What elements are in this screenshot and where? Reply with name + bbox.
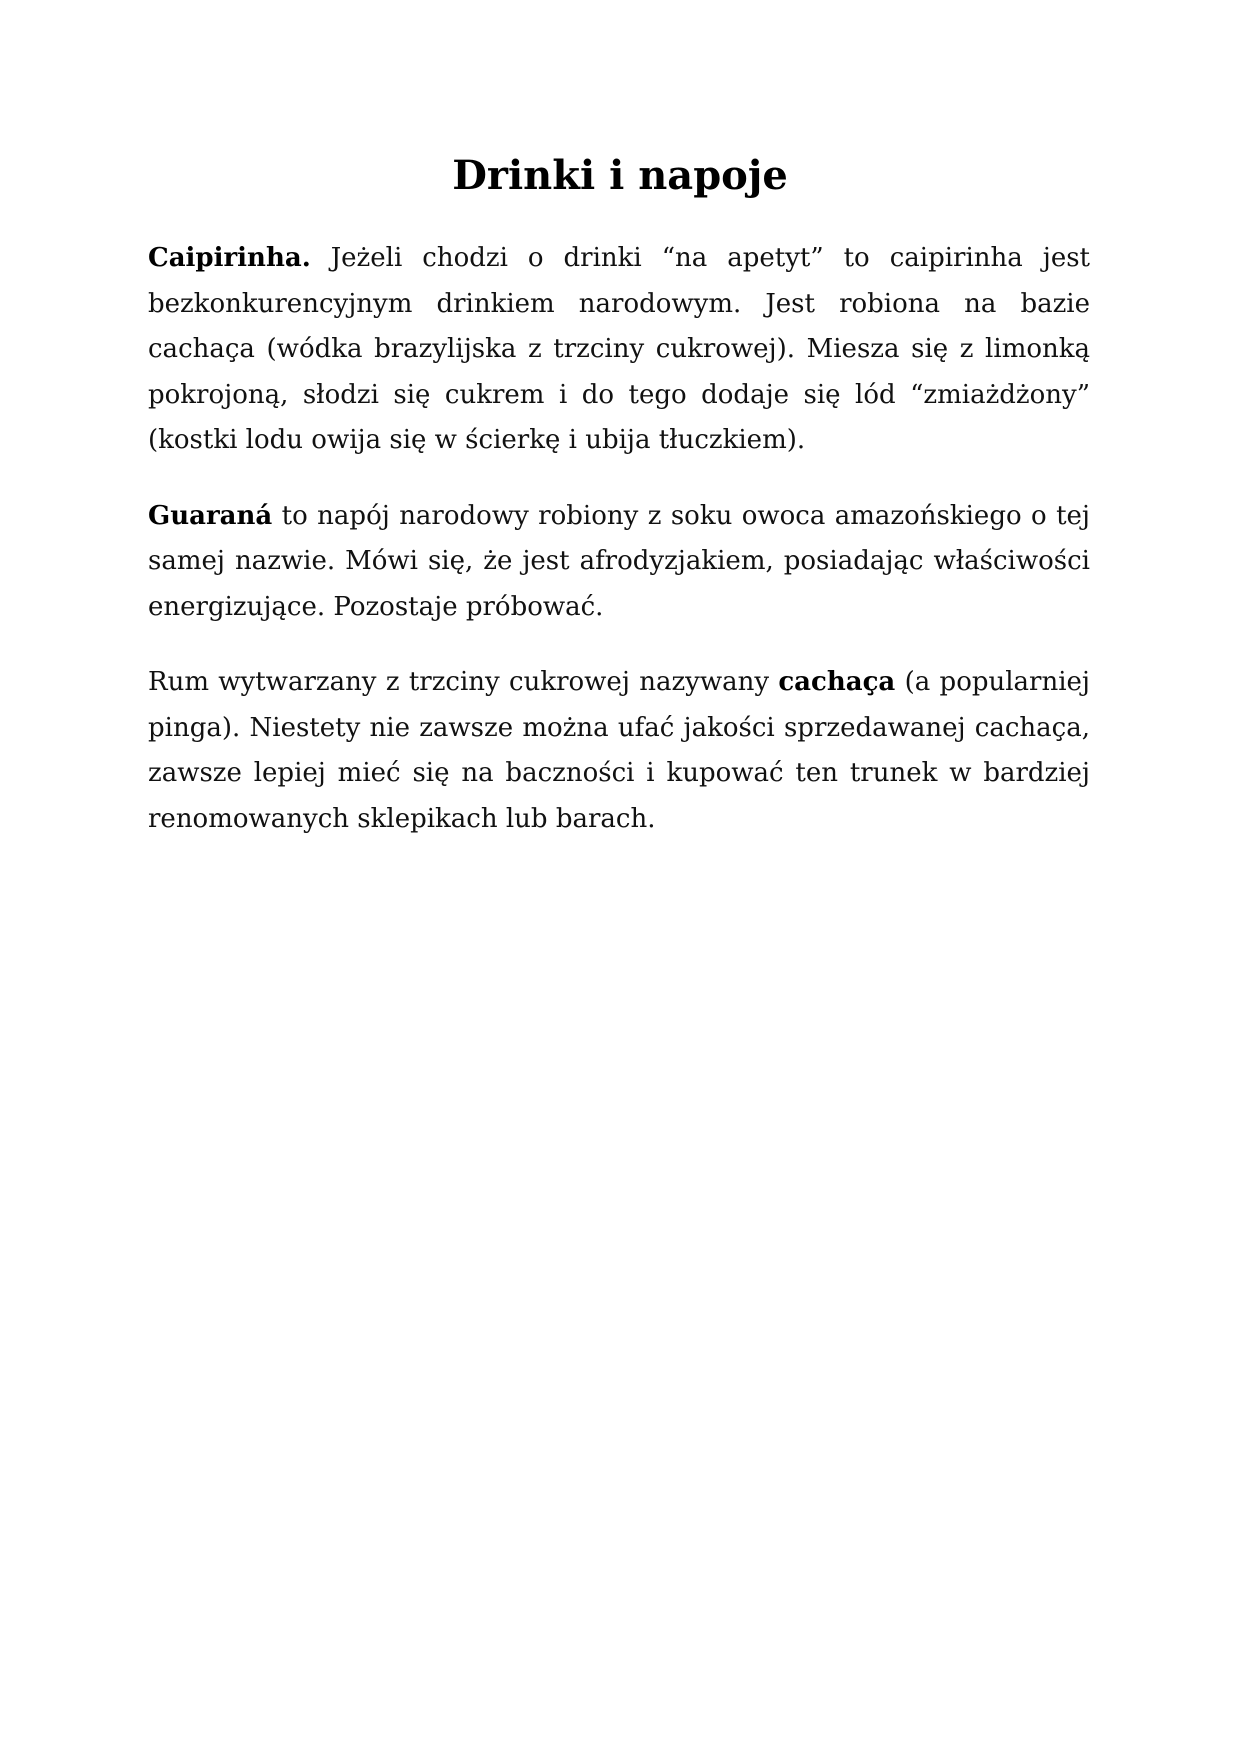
paragraph-rum	[148, 660, 1090, 842]
term-caipirinha: Caipirinha.	[148, 243, 311, 273]
paragraph-caipirinha-text: Jeżeli chodzi o drinki “na apetyt” to caipirinha jest bezkonkurencyjnym drinkiem narodowym. Jest robiona na bazie cachaça (wódka brazylijska z trzciny cukrowej). Miesza się z limonką pokrojoną, słodzi się cukrem i do tego dodaje się lód “zmiażdżony” (kostki lodu owija się w ścierkę i ubija tłuczkiem).	[148, 243, 1090, 455]
paragraph-rum-text-before: Rum wytwarzany z trzciny cukrowej nazywany	[148, 667, 779, 697]
document-body	[148, 236, 1090, 872]
paragraph-caipirinha	[148, 236, 1090, 464]
paragraph-guarana	[148, 494, 1090, 631]
term-guarana: Guaraná	[148, 500, 273, 531]
paragraph-rum-text-after: (a popularniej pinga). Niestety nie zawsze można ufać jakości sprzedawanej cachaça, zawsze lepiej mieć się na baczności i kupować ten trunek w bardziej renomowanych sklepikach lub barach.	[148, 667, 1090, 834]
term-cachaca: cachaça	[778, 667, 896, 697]
paragraph-guarana-text: to napój narodowy robiony z soku owoca amazońskiego o tej samej nazwie. Mówi się, że jest afrodyzjakiem, posiadając właściwości energizujące. Pozostaje próbować.	[148, 500, 1090, 622]
page-title: Drinki i napoje	[452, 152, 788, 199]
